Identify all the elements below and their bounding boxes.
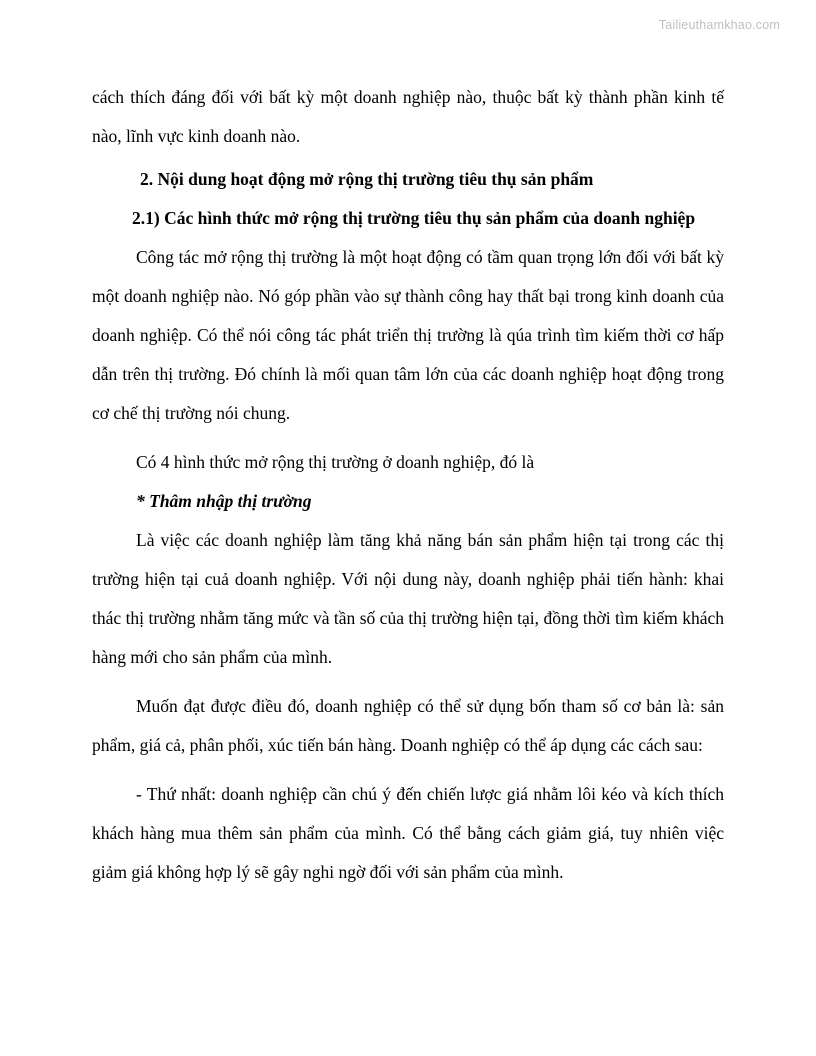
subheading-tham-nhap-thi-truong: * Thâm nhập thị trường: [136, 491, 312, 511]
paragraph-continued: cách thích đáng đối với bất kỳ một doanh nghiệp nào, thuộc bất kỳ thành phần kinh tế nào, lĩnh vực kinh doanh nào.: [92, 87, 724, 146]
paragraph-3: Là việc các doanh nghiệp làm tăng khả năng bán sản phẩm hiện tại trong các thị trường hiện tại cuả doanh nghiệp. Với nội dung này, doanh nghiệp phải tiến hành: khai thác thị trường nhằm tăng mức và tần số của thị trường hiện tại, đồng thời tìm kiếm khách hàng mới cho sản phẩm của mình.: [92, 530, 724, 667]
spacer: [92, 433, 724, 443]
spacer: [92, 765, 724, 775]
spacer: [92, 677, 724, 687]
section-heading-2-1: 2.1) Các hình thức mở rộng thị trường tiêu thụ sản phẩm của doanh nghiệp: [132, 208, 696, 228]
paragraph-4: Muốn đạt được điều đó, doanh nghiệp có thể sử dụng bốn tham số cơ bản là: sản phẩm, giá cả, phân phối, xúc tiến bán hàng. Doanh nghiệp có thể áp dụng các cách sau:: [92, 696, 724, 755]
paragraph-2: Có 4 hình thức mở rộng thị trường ở doanh nghiệp, đó là: [136, 452, 535, 472]
paragraph-1: Công tác mở rộng thị trường là một hoạt động có tầm quan trọng lớn đối với bất kỳ một doanh nghiệp nào. Nó góp phần vào sự thành công hay thất bại trong kinh doanh của doanh nghiệp. Có thể nói công tác phát triển thị trường là qúa trình tìm kiếm thời cơ hấp dẫn trên thị trường. Đó chính là mối quan tâm lớn của các doanh nghiệp hoạt động trong cơ chế thị trường nói chung.: [92, 247, 724, 423]
document-body: [92, 78, 724, 892]
paragraph-5: - Thứ nhất: doanh nghiệp cần chú ý đến chiến lược giá nhằm lôi kéo và kích thích khách hàng mua thêm sản phẩm của mình. Có thể bằng cách giảm giá, tuy nhiên việc giảm giá không hợp lý sẽ gây nghi ngờ đối với sản phẩm của mình.: [92, 784, 724, 882]
watermark-text: Tailieuthamkhao.com: [658, 18, 780, 32]
section-heading-2: 2. Nội dung hoạt động mở rộng thị trường tiêu thụ sản phẩm: [140, 169, 594, 189]
